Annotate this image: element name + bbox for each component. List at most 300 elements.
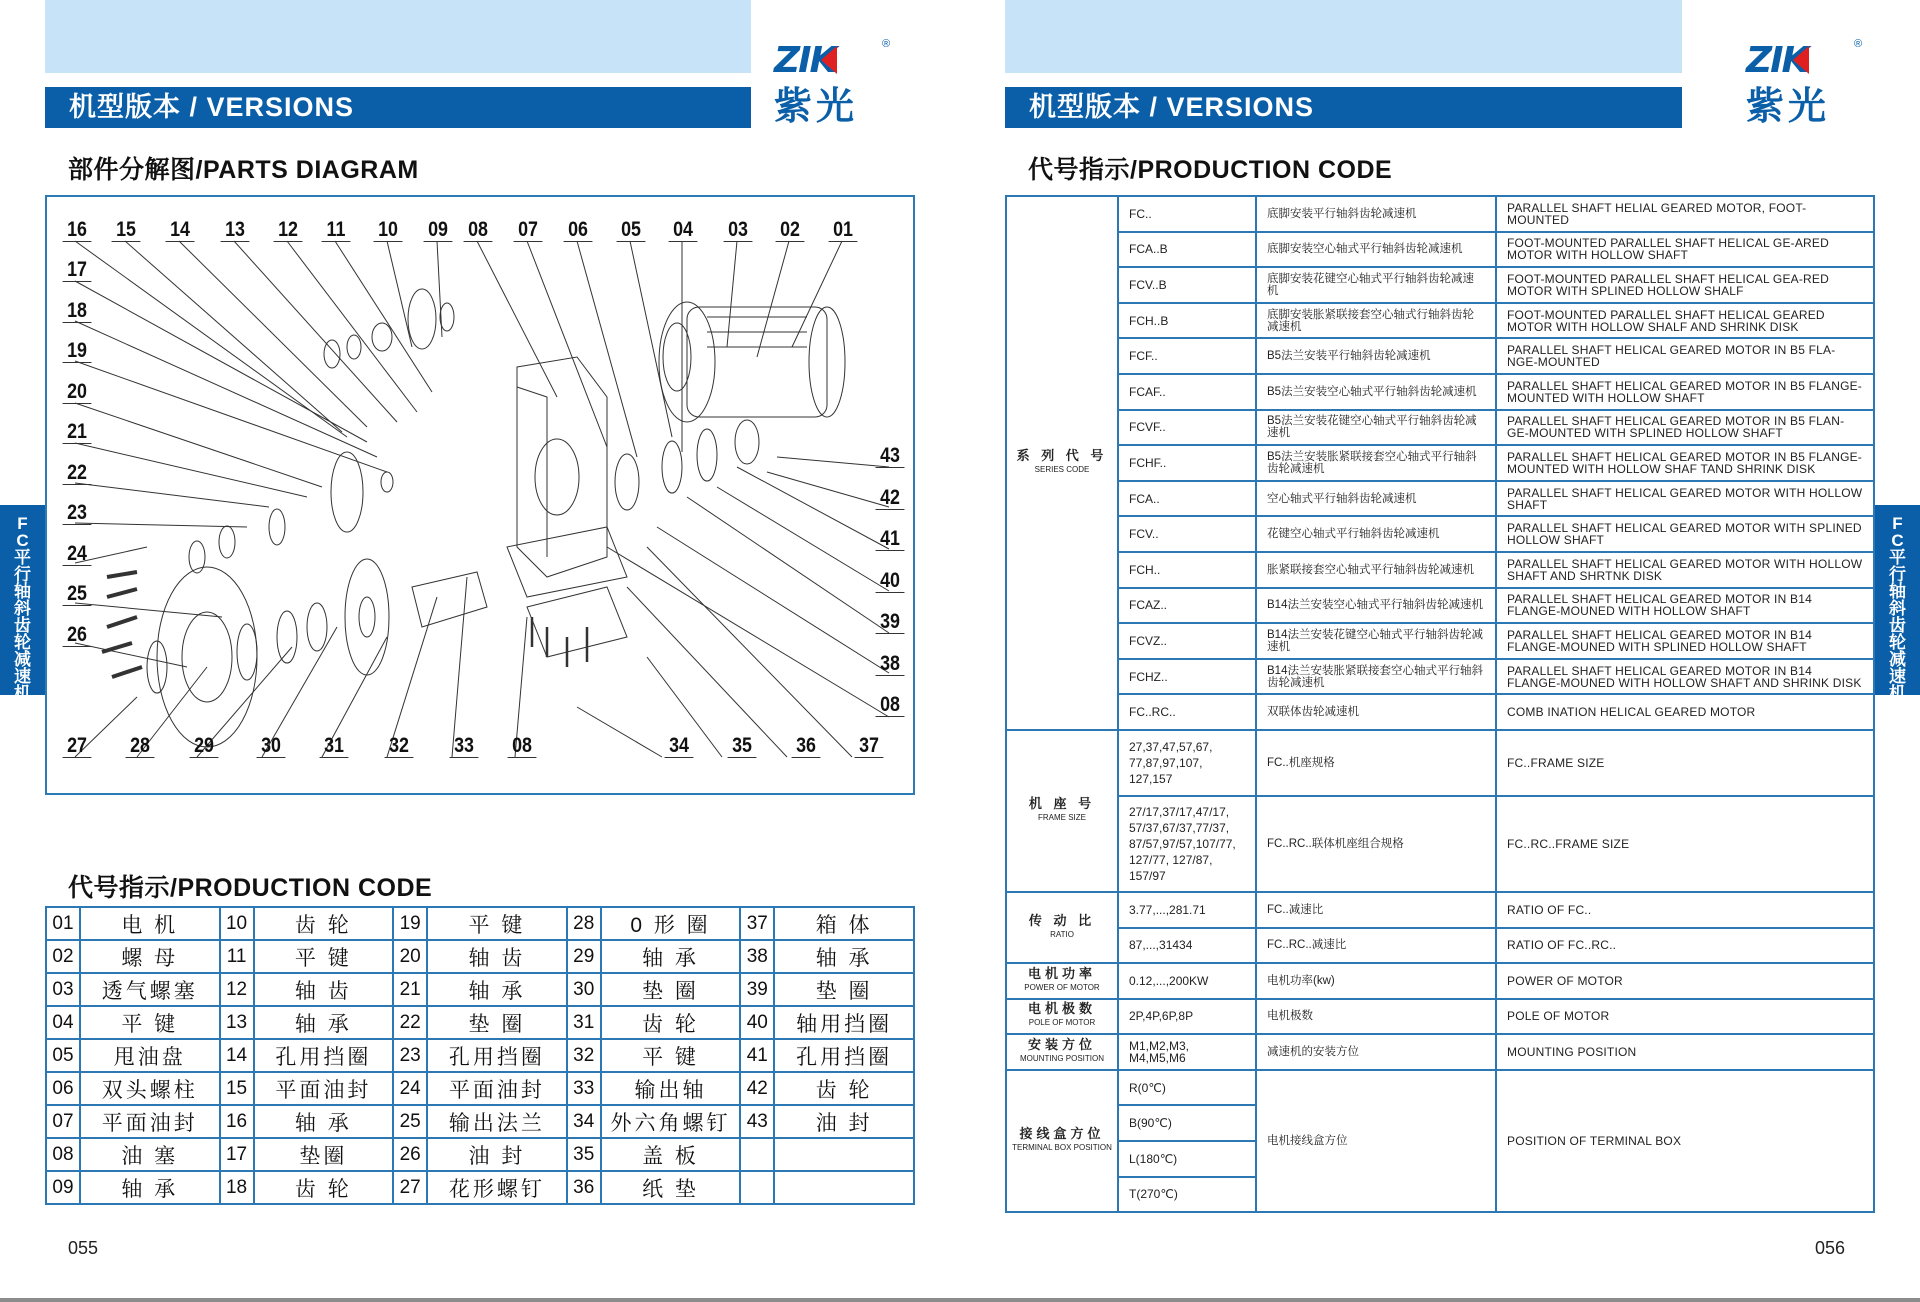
callout-label: 42	[876, 487, 905, 510]
part-name: 油 封	[427, 1138, 567, 1171]
description-cn: B5法兰安装平行轴斜齿轮减速机	[1256, 338, 1496, 374]
code-cell: M1,M2,M3, M4,M5,M6	[1118, 1034, 1256, 1070]
code-cell: T(270℃)	[1118, 1177, 1256, 1213]
side-tab-char: 轮	[14, 633, 31, 652]
description-en: PARALLEL SHAFT HELICAL GEARED MOTOR IN B5 FLAN-GE-MOUNTED WITH SPLINED HOLLOW SHAFT	[1496, 410, 1874, 446]
part-name: 平面油封	[427, 1072, 567, 1105]
part-name: 输出轴	[601, 1072, 741, 1105]
description-en: RATIO OF FC..	[1496, 892, 1874, 928]
part-number: 17	[220, 1138, 254, 1171]
table-row	[1006, 892, 1874, 928]
callout-label: 03	[724, 219, 753, 242]
description-cn: 底脚安装胀紧联接套空心轴式行轴斜齿轮减速机	[1256, 303, 1496, 339]
part-name: 油 塞	[80, 1138, 220, 1171]
description-cn: 电机功率(kw)	[1256, 963, 1496, 999]
category-en: FRAME SIZE	[1037, 812, 1086, 822]
part-name: 轴 齿	[254, 973, 394, 1006]
callout-label: 36	[792, 735, 821, 758]
category-cell	[1006, 1070, 1118, 1212]
part-name	[774, 1138, 914, 1171]
part-number: 27	[393, 1171, 427, 1204]
part-number: 01	[46, 907, 80, 940]
callout-label: 26	[63, 624, 92, 647]
table-row	[46, 1006, 914, 1039]
registered-mark: ®	[1854, 38, 1863, 50]
table-row	[46, 907, 914, 940]
description-cn: B5法兰安装花键空心轴式平行轴斜齿轮减速机	[1256, 410, 1496, 446]
part-number: 35	[567, 1138, 601, 1171]
side-tab-char: 机	[14, 684, 31, 703]
logo-mark: ZIK	[1746, 40, 1808, 81]
callout-label: 30	[257, 735, 286, 758]
table-row	[1006, 410, 1874, 446]
code-cell: FCV..B	[1118, 267, 1256, 303]
category-cn: 系 列 代 号	[1016, 447, 1108, 463]
code-cell: R(0℃)	[1118, 1070, 1256, 1106]
callout-label: 37	[855, 735, 884, 758]
callout-label: 14	[166, 219, 195, 242]
side-tab-char: 轴	[1889, 582, 1906, 601]
description-en: PARALLEL SHAFT HELICAL GEARED MOTOR IN B14 FLANGE-MOUNED WITH HOLLOW SHAFT AND SHRINK DISK	[1496, 659, 1874, 695]
side-tab-char: 齿	[1889, 616, 1906, 635]
logo-chinese-text: 紫光	[774, 84, 859, 128]
part-name: 平面油封	[254, 1072, 394, 1105]
table-row	[1006, 694, 1874, 730]
banner-title: 机型版本 / VERSIONS	[45, 87, 751, 128]
category-cell	[1006, 730, 1118, 892]
table-row	[1006, 267, 1874, 303]
parts-diagram	[45, 195, 915, 795]
production-code-table	[1005, 195, 1875, 1213]
part-name: 齿 轮	[254, 1171, 394, 1204]
side-tab-char: 平	[1889, 548, 1906, 567]
side-tab-char: C	[16, 531, 29, 550]
part-name: 平 键	[601, 1039, 741, 1072]
category-cell	[1006, 963, 1118, 999]
part-name: 电 机	[80, 907, 220, 940]
code-cell: B(90℃)	[1118, 1105, 1256, 1141]
callout-label: 27	[63, 735, 92, 758]
description-cn: 空心轴式平行轴斜齿轮减速机	[1256, 481, 1496, 517]
description-cn: 电机极数	[1256, 999, 1496, 1035]
part-name: 盖 板	[601, 1138, 741, 1171]
part-name	[774, 1171, 914, 1204]
table-row	[1006, 232, 1874, 268]
table-row	[46, 940, 914, 973]
part-name: 油 封	[774, 1105, 914, 1138]
description-en: POWER OF MOTOR	[1496, 963, 1874, 999]
part-number: 16	[220, 1105, 254, 1138]
callout-label: 38	[876, 653, 905, 676]
header-light-band	[45, 0, 751, 73]
side-tab-char: 减	[1889, 650, 1906, 669]
callout-label: 39	[876, 611, 905, 634]
part-name: 输出法兰	[427, 1105, 567, 1138]
side-tab-char: 行	[14, 565, 31, 584]
side-tab-char: F	[17, 514, 28, 533]
table-row	[46, 973, 914, 1006]
part-number: 13	[220, 1006, 254, 1039]
side-tab-char: 轴	[14, 582, 31, 601]
code-cell: 87,...,31434	[1118, 928, 1256, 964]
code-cell: 2P,4P,6P,8P	[1118, 999, 1256, 1035]
part-number: 38	[740, 940, 774, 973]
part-name: 平面油封	[80, 1105, 220, 1138]
exploded-gearbox-drawing-icon	[47, 197, 915, 795]
part-name: 垫 圈	[601, 973, 741, 1006]
callout-label: 18	[63, 300, 92, 323]
callout-label: 16	[63, 219, 92, 242]
category-cn: 电机极数	[1027, 1001, 1096, 1017]
part-number: 32	[567, 1039, 601, 1072]
description-en: PARALLEL SHAFT HELICAL GEARED MOTOR WITH SPLINED HOLLOW SHAFT	[1496, 516, 1874, 552]
part-number: 05	[46, 1039, 80, 1072]
code-cell: FCAZ..	[1118, 588, 1256, 624]
side-tab-char: 轮	[1889, 633, 1906, 652]
callout-label: 01	[829, 219, 858, 242]
part-name: 双头螺柱	[80, 1072, 220, 1105]
side-tab-char: 速	[1889, 667, 1906, 686]
callout-label: 35	[728, 735, 757, 758]
callout-label: 07	[514, 219, 543, 242]
callout-label: 12	[274, 219, 303, 242]
part-number: 43	[740, 1105, 774, 1138]
category-en: MOUNTING POSITION	[1020, 1054, 1104, 1064]
part-number: 04	[46, 1006, 80, 1039]
side-tab-char: 斜	[1889, 599, 1906, 618]
description-cn: B14法兰安装空心轴式平行轴斜齿轮减速机	[1256, 588, 1496, 624]
code-cell: FCHF..	[1118, 445, 1256, 481]
table-row	[46, 1105, 914, 1138]
category-cn: 机 座 号	[1028, 795, 1096, 811]
code-cell: FCV..	[1118, 516, 1256, 552]
table-row	[1006, 1034, 1874, 1070]
side-tab	[1875, 505, 1920, 703]
table-row	[1006, 730, 1874, 796]
part-name: 纸 垫	[601, 1171, 741, 1204]
part-number: 12	[220, 973, 254, 1006]
brand-logo	[770, 38, 890, 130]
code-cell: FC..	[1118, 196, 1256, 232]
table-row	[1006, 552, 1874, 588]
part-number: 09	[46, 1171, 80, 1204]
part-number: 23	[393, 1039, 427, 1072]
callout-label: 10	[374, 219, 403, 242]
part-number: 31	[567, 1006, 601, 1039]
part-number: 25	[393, 1105, 427, 1138]
description-cn: 电机接线盒方位	[1256, 1070, 1496, 1212]
code-cell: FCH..B	[1118, 303, 1256, 339]
right-page	[960, 0, 1920, 1302]
table-row	[46, 1171, 914, 1204]
table-row	[46, 1072, 914, 1105]
part-name: 孔用挡圈	[254, 1039, 394, 1072]
parts-diagram-title: 部件分解图/PARTS DIAGRAM	[68, 156, 419, 184]
production-code-title: 代号指示/PRODUCTION CODE	[1028, 156, 1393, 184]
description-cn: B5法兰安装空心轴式平行轴斜齿轮减速机	[1256, 374, 1496, 410]
table-row	[1006, 659, 1874, 695]
part-number: 28	[567, 907, 601, 940]
description-en: FOOT-MOUNTED PARALLEL SHAFT HELICAL GE-ARED MOTOR WITH HOLLOW SHAFT	[1496, 232, 1874, 268]
part-name: 垫 圈	[427, 1006, 567, 1039]
code-cell: FCA..B	[1118, 232, 1256, 268]
part-name: 轴用挡圈	[774, 1006, 914, 1039]
code-cell: 3.77,...,281.71	[1118, 892, 1256, 928]
part-number: 10	[220, 907, 254, 940]
part-number: 37	[740, 907, 774, 940]
category-cn: 接线盒方位	[1019, 1126, 1105, 1142]
description-en: RATIO OF FC..RC..	[1496, 928, 1874, 964]
callout-label: 15	[112, 219, 141, 242]
description-cn: 双联体齿轮减速机	[1256, 694, 1496, 730]
side-tab-char: 齿	[14, 616, 31, 635]
code-cell: FCHZ..	[1118, 659, 1256, 695]
logo-chinese-text: 紫光	[1746, 84, 1831, 128]
part-name: 垫 圈	[774, 973, 914, 1006]
part-name: 孔用挡圈	[427, 1039, 567, 1072]
table-row	[1006, 303, 1874, 339]
description-cn: FC..RC..减速比	[1256, 928, 1496, 964]
part-number: 02	[46, 940, 80, 973]
part-name: 螺 母	[80, 940, 220, 973]
page-number: 055	[68, 1238, 99, 1258]
callout-label: 09	[424, 219, 453, 242]
part-number: 21	[393, 973, 427, 1006]
part-name: 平 键	[427, 907, 567, 940]
part-number: 30	[567, 973, 601, 1006]
description-cn: 底脚安装平行轴斜齿轮减速机	[1256, 196, 1496, 232]
part-name: 平 键	[80, 1006, 220, 1039]
callout-label: 08	[876, 694, 905, 717]
callout-label: 29	[190, 735, 219, 758]
parts-list-table	[45, 906, 915, 1205]
description-cn: 胀紧联接套空心轴式平行轴斜齿轮减速机	[1256, 552, 1496, 588]
category-cn: 电机功率	[1027, 965, 1096, 981]
code-cell: L(180℃)	[1118, 1141, 1256, 1177]
category-cell	[1006, 999, 1118, 1035]
description-en: PARALLEL SHAFT HELIAL GEARED MOTOR, FOOT-MOUNTED	[1496, 196, 1874, 232]
side-tab-char: 速	[14, 667, 31, 686]
part-name: 透气螺塞	[80, 973, 220, 1006]
part-number: 15	[220, 1072, 254, 1105]
callout-label: 19	[63, 340, 92, 363]
part-name: 平 键	[254, 940, 394, 973]
part-number: 11	[220, 940, 254, 973]
part-name: 轴 承	[601, 940, 741, 973]
side-tab-char: 行	[1889, 565, 1906, 584]
callout-label: 43	[876, 445, 905, 468]
part-number: 20	[393, 940, 427, 973]
callout-label: 17	[63, 259, 92, 282]
part-name: 轴 承	[774, 940, 914, 973]
callout-label: 06	[564, 219, 593, 242]
part-number: 41	[740, 1039, 774, 1072]
description-cn: 底脚安装空心轴式平行轴斜齿轮减速机	[1256, 232, 1496, 268]
part-name: 轴 齿	[427, 940, 567, 973]
code-cell: 27/17,37/17,47/17, 57/37,67/37,77/37, 87/57,97/57,107/77, 127/77, 127/87, 157/97	[1118, 796, 1256, 892]
callout-label: 40	[876, 570, 905, 593]
part-number: 07	[46, 1105, 80, 1138]
part-number: 24	[393, 1072, 427, 1105]
part-name: 齿 轮	[254, 907, 394, 940]
table-row	[1006, 445, 1874, 481]
table-row	[1006, 196, 1874, 232]
code-cell: 0.12,...,200KW	[1118, 963, 1256, 999]
side-tab-char: C	[1891, 531, 1904, 550]
table-row	[1006, 1070, 1874, 1106]
description-en: PARALLEL SHAFT HELICAL GEARED MOTOR WITH HOLLOW SHAFT AND SHRTNK DISK	[1496, 552, 1874, 588]
callout-label: 33	[450, 735, 479, 758]
description-en: PARALLEL SHAFT HELICAL GEARED MOTOR IN B14 FLANGE-MOUNED WITH HOLLOW SHAFT	[1496, 588, 1874, 624]
part-number: 26	[393, 1138, 427, 1171]
description-en: FOOT-MOUNTED PARALLEL SHAFT HELICAL GEA-RED MOTOR WITH SPLINED HOLLOW SHALF	[1496, 267, 1874, 303]
description-cn: B14法兰安装花键空心轴式平行轴斜齿轮减速机	[1256, 623, 1496, 659]
description-cn: FC..机座规格	[1256, 730, 1496, 796]
category-en: POLE OF MOTOR	[1028, 1018, 1096, 1028]
table-row	[1006, 588, 1874, 624]
category-en: SERIES CODE	[1034, 464, 1090, 474]
side-tab	[0, 505, 45, 703]
part-number: 19	[393, 907, 427, 940]
description-en: PARALLEL SHAFT HELICAL GEARED MOTOR WITH HOLLOW SHAFT	[1496, 481, 1874, 517]
table-row	[1006, 796, 1874, 892]
part-number: 40	[740, 1006, 774, 1039]
code-cell: FCAF..	[1118, 374, 1256, 410]
code-cell: FCVZ..	[1118, 623, 1256, 659]
description-cn: 底脚安装花键空心轴式平行轴斜齿轮减速机	[1256, 267, 1496, 303]
part-number: 03	[46, 973, 80, 1006]
description-en: PARALLEL SHAFT HELICAL GEARED MOTOR IN B5 FLANGE-MOUNTED WITH HOLLOW SHAFT	[1496, 374, 1874, 410]
part-number: 42	[740, 1072, 774, 1105]
callout-label: 05	[617, 219, 646, 242]
callout-label: 20	[63, 381, 92, 404]
part-number: 18	[220, 1171, 254, 1204]
description-cn: FC..减速比	[1256, 892, 1496, 928]
callout-label: 23	[63, 502, 92, 525]
code-cell: FCF..	[1118, 338, 1256, 374]
registered-mark: ®	[882, 38, 891, 50]
code-cell: FC..RC..	[1118, 694, 1256, 730]
part-number: 36	[567, 1171, 601, 1204]
category-cn: 安装方位	[1027, 1037, 1096, 1053]
description-cn: B14法兰安装胀紧联接套空心轴式平行轴斜齿轮减速机	[1256, 659, 1496, 695]
callout-label: 13	[221, 219, 250, 242]
callout-label: 41	[876, 528, 905, 551]
description-en: FC..FRAME SIZE	[1496, 730, 1874, 796]
callout-label: 28	[126, 735, 155, 758]
part-number: 22	[393, 1006, 427, 1039]
callout-label: 08	[464, 219, 493, 242]
callout-label: 04	[669, 219, 698, 242]
callout-label: 25	[63, 583, 92, 606]
description-en: PARALLEL SHAFT HELICAL GEARED MOTOR IN B5 FLA-NGE-MOUNTED	[1496, 338, 1874, 374]
callout-label: 22	[63, 462, 92, 485]
table-row	[1006, 999, 1874, 1035]
part-number: 29	[567, 940, 601, 973]
part-number	[740, 1138, 774, 1171]
part-number: 06	[46, 1072, 80, 1105]
description-en: FC..RC..FRAME SIZE	[1496, 796, 1874, 892]
category-en: POWER OF MOTOR	[1024, 982, 1100, 992]
table-row	[1006, 928, 1874, 964]
side-tab-char: F	[1892, 514, 1903, 533]
category-en: RATIO	[1050, 929, 1074, 939]
description-en: PARALLEL SHAFT HELICAL GEARED MOTOR IN B14 FLANGE-MOUNED WITH SPLINED HOLLOW SHAFT	[1496, 623, 1874, 659]
code-cell: FCVF..	[1118, 410, 1256, 446]
part-name: 花形螺钉	[427, 1171, 567, 1204]
category-en: TERMINAL BOX POSITION	[1012, 1143, 1112, 1153]
logo-red-triangle-icon	[821, 46, 837, 74]
production-code-title: 代号指示/PRODUCTION CODE	[68, 874, 433, 902]
part-name: 甩油盘	[80, 1039, 220, 1072]
side-tab-char: 减	[14, 650, 31, 669]
callout-label: 21	[63, 421, 92, 444]
part-name: 孔用挡圈	[774, 1039, 914, 1072]
callout-label: 24	[63, 543, 92, 566]
side-tab-char: 机	[1889, 684, 1906, 703]
callout-label: 31	[320, 735, 349, 758]
part-name: 轴 承	[427, 973, 567, 1006]
page-number: 056	[1815, 1238, 1846, 1258]
callout-label: 34	[665, 735, 694, 758]
banner-title: 机型版本 / VERSIONS	[1005, 87, 1682, 128]
description-en: MOUNTING POSITION	[1496, 1034, 1874, 1070]
side-tab-char: 平	[14, 548, 31, 567]
category-cell	[1006, 1034, 1118, 1070]
page-bottom-rule	[0, 1298, 1920, 1302]
part-number: 14	[220, 1039, 254, 1072]
category-cell	[1006, 892, 1118, 963]
part-number: 34	[567, 1105, 601, 1138]
part-number: 39	[740, 973, 774, 1006]
description-cn: B5法兰安装胀紧联接套空心轴式平行轴斜齿轮减速机	[1256, 445, 1496, 481]
table-row	[1006, 963, 1874, 999]
part-name: 外六角螺钉	[601, 1105, 741, 1138]
callout-label: 32	[385, 735, 414, 758]
part-name: 齿 轮	[774, 1072, 914, 1105]
part-number	[740, 1171, 774, 1204]
header-light-band	[1005, 0, 1682, 73]
part-name: 垫圈	[254, 1138, 394, 1171]
part-name: 轴 承	[254, 1006, 394, 1039]
code-cell: FCA..	[1118, 481, 1256, 517]
description-en: COMB INATION HELICAL GEARED MOTOR	[1496, 694, 1874, 730]
callout-label: 11	[322, 219, 351, 242]
description-en: POLE OF MOTOR	[1496, 999, 1874, 1035]
logo-red-triangle-icon	[1793, 46, 1809, 74]
side-tab-char: 斜	[14, 599, 31, 618]
description-cn: FC..RC..联体机座组合规格	[1256, 796, 1496, 892]
table-row	[46, 1138, 914, 1171]
code-cell: FCH..	[1118, 552, 1256, 588]
table-row	[1006, 338, 1874, 374]
table-row	[1006, 623, 1874, 659]
code-cell: 27,37,47,57,67, 77,87,97,107, 127,157	[1118, 730, 1256, 796]
description-cn: 花键空心轴式平行轴斜齿轮减速机	[1256, 516, 1496, 552]
callout-label: 08	[508, 735, 537, 758]
description-en: FOOT-MOUNTED PARALLEL SHAFT HELICAL GEARED MOTOR WITH HOLLOW SHALF AND SHRINK DISK	[1496, 303, 1874, 339]
part-name: 箱 体	[774, 907, 914, 940]
table-row	[1006, 516, 1874, 552]
description-cn: 减速机的安装方位	[1256, 1034, 1496, 1070]
description-en: POSITION OF TERMINAL BOX	[1496, 1070, 1874, 1212]
category-cell	[1006, 196, 1118, 730]
callout-label: 02	[776, 219, 805, 242]
category-cn: 传 动 比	[1028, 912, 1096, 928]
logo-mark: ZIK	[774, 40, 836, 81]
part-name: 齿 轮	[601, 1006, 741, 1039]
brand-logo	[1742, 38, 1862, 130]
